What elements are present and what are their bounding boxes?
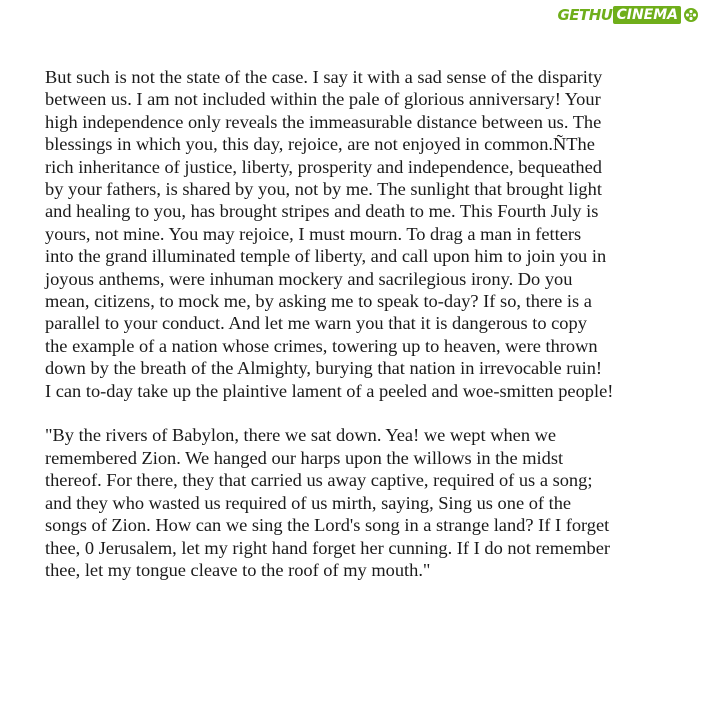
text-line: by your fathers, is shared by you, not by me. The sunlight that brought light — [45, 179, 602, 200]
text-line: mean, citizens, to mock me, by asking me to speak to-day? If so, there is a — [45, 291, 592, 312]
text-line: high independence only reveals the immeasurable distance between us. The — [45, 111, 602, 132]
text-line: joyous anthems, were inhuman mockery and sacrilegious irony. Do you — [45, 268, 573, 289]
text-line: and they who wasted us required of us mirth, saying, Sing us one of the — [45, 492, 572, 513]
watermark-brand-badge: CINEMA — [613, 6, 681, 24]
text-line: rich inheritance of justice, liberty, prosperity and independence, bequeathed — [45, 156, 602, 177]
text-line: parallel to your conduct. And let me warn you that it is dangerous to copy — [45, 313, 587, 334]
film-reel-icon — [683, 7, 699, 23]
text-line: and healing to you, has brought stripes and death to me. This Fourth July is — [45, 201, 599, 222]
text-line: thee, 0 Jerusalem, let my right hand forget her cunning. If I do not remember — [45, 537, 610, 558]
watermark-brand-text: GETHU — [557, 5, 613, 24]
text-line: remembered Zion. We hanged our harps upon the willows in the midst — [45, 447, 564, 468]
text-line: down by the breath of the Almighty, burying that nation in irrevocable ruin! — [45, 358, 603, 379]
text-line: I can to-day take up the plaintive lament of a peeled and woe-smitten people! — [45, 380, 614, 401]
text-line: between us. I am not included within the pale of glorious anniversary! Your — [45, 89, 601, 110]
text-line: "By the rivers of Babylon, there we sat down. Yea! we wept when we — [45, 425, 557, 446]
text-line: But such is not the state of the case. I say it with a sad sense of the disparity — [45, 67, 603, 87]
paragraph-psalm-quote — [45, 424, 677, 581]
text-line: thereof. For there, they that carried us away captive, required of us a song; — [45, 470, 593, 491]
text-line: songs of Zion. How can we sing the Lord's song in a strange land? If I forget — [45, 515, 610, 536]
text-line: thee, let my tongue cleave to the roof of my mouth." — [45, 559, 431, 580]
text-line: yours, not mine. You may rejoice, I must mourn. To drag a man in fetters — [45, 223, 582, 244]
watermark-logo — [557, 3, 699, 27]
text-line: the example of a nation whose crimes, towering up to heaven, were thrown — [45, 335, 598, 356]
paragraph-speech — [45, 66, 677, 402]
text-line: into the grand illuminated temple of liberty, and call upon him to join you in — [45, 246, 607, 267]
speech-text — [45, 66, 677, 581]
text-line: blessings in which you, this day, rejoice, are not enjoyed in common.ÑThe — [45, 134, 595, 155]
